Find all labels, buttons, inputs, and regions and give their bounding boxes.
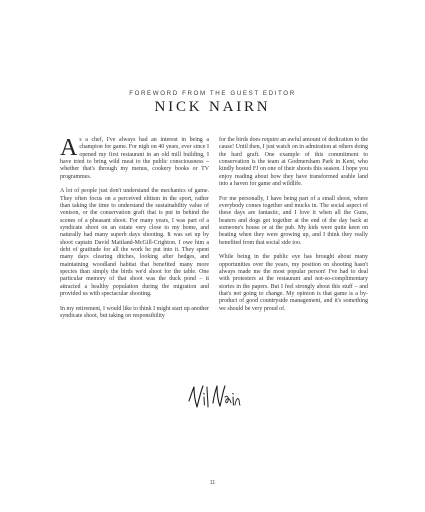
body-paragraph: for the birds does require an awful amount of dedication to the cause! Until then, I just watch on in admiration at others doing the hard graft. One example of this commitment to conservation is the team at Godmersham Park in Kent, who kindly hosted FJ on one of their shoots this season. I hope you enjoy reading about how they have transformed arable land into a haven for game and wildlife.: [219, 137, 368, 188]
body-paragraph: While being in the public eye has brought about many opportunities over the years, my position on shooting hasn't always made me the most popular person! I've had to deal with protesters at the restaurant and not-so-complimentary stories in the papers. But I feel strongly about this stuff – and that's not going to change. My opinion is that game is a by-product of good countryside management, and it's something we should be very proud of.: [219, 254, 368, 312]
right-column: [219, 137, 368, 320]
body-paragraph: For me personally, I have being part of a small shoot, where everybody comes together and mucks in. The social aspect of these days are fantastic, and I love it when all the Guns, beaters and dogs get together at the end of the day back at someone's house or at the pub. My kids were quite keen on beating when they were growing up, and I think they really benefited from that social side too.: [219, 195, 368, 246]
body-paragraph: [60, 137, 209, 181]
section-kicker: FOREWORD FROM THE GUEST EDITOR: [129, 90, 296, 97]
body-paragraph: In my retirement, I would like to think I might start up another syndicate shoot, but taking on responsibility: [60, 305, 209, 320]
body-paragraph: A lot of people just don't understand the mechanics of game. They often focus on a perceived elitism in the sport, rather than taking the time to understand the sustainability value of venison, or the conservation graft that is put in behind the scenes of a pheasant shoot. For many years, I was part of a syndicate shoot on an estate very close to my home, and naturally had many superb days shooting. It was set up by shoot captain David Maitland-McGill-Crighton. I owe him a debt of gratitude for all the work he put into it. They spent many days clearing ditches, looking after hedges, and maintaining woodland habitat that benefited many more species than simply the birds we'd shoot for the table. One particular memory of that shoot was the duck pond – it attracted a healthy population during the migration and provided us with spectacular shooting.: [60, 188, 209, 298]
paragraph-text: s a chef, I've always had an interest in being a champion for game. For nigh on 40 years, ever since I opened my first restaurant in an old mill building, I have tried to bring wild meat to the public consciousness – whether that's through my menus, cookery books or TV programmes.: [60, 137, 209, 180]
handwritten-signature: [187, 383, 241, 413]
page-number: 11: [209, 480, 216, 486]
dropcap: A: [60, 135, 78, 161]
page-title: NICK NAIRN: [154, 99, 271, 115]
left-column: [60, 137, 209, 328]
